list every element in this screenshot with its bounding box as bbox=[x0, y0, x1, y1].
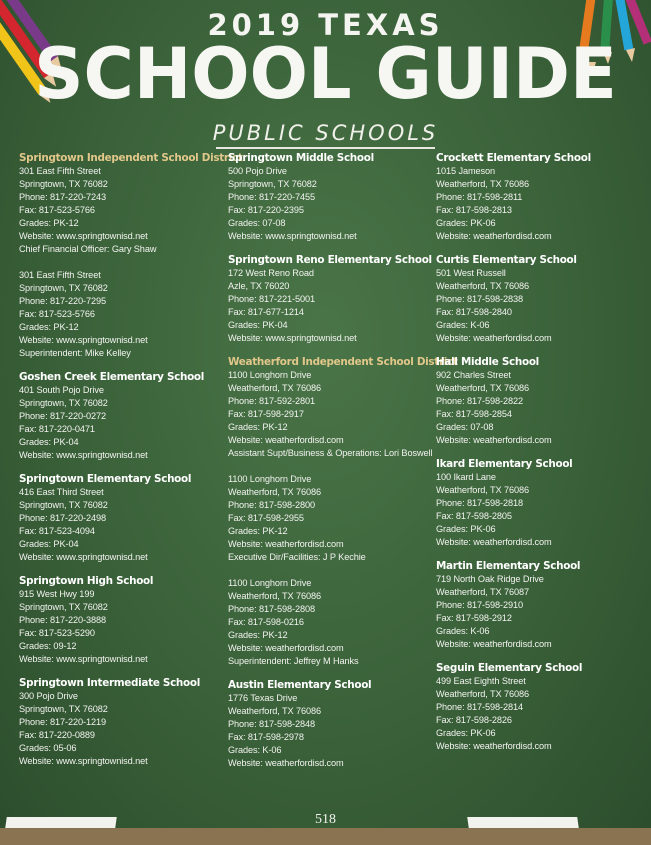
listing-detail-line: Springtown, TX 76082 bbox=[228, 179, 317, 189]
district-listing bbox=[19, 151, 243, 360]
district-name: Springtown Independent School District bbox=[19, 152, 243, 164]
listing-detail-line: Phone: 817-220-0272 bbox=[19, 411, 106, 421]
listing-detail-line: Website: weatherfordisd.com bbox=[228, 758, 344, 768]
listing-detail-line: 401 South Pojo Drive bbox=[19, 385, 104, 395]
page-header bbox=[0, 0, 651, 150]
listing-detail-line: Fax: 817-523-5766 bbox=[19, 309, 95, 319]
school-listing bbox=[19, 574, 224, 666]
listing-detail-line: Springtown, TX 76082 bbox=[19, 179, 108, 189]
listing-detail-line: Grades: PK-12 bbox=[19, 218, 79, 228]
listing-detail-line: Weatherford, TX 76086 bbox=[228, 487, 322, 497]
school-name: Martin Elementary School bbox=[436, 560, 581, 572]
listing-detail-line: Weatherford, TX 76086 bbox=[436, 485, 530, 495]
section-subtitle: PUBLIC SCHOOLS bbox=[212, 121, 439, 145]
listing-detail-line: Website: www.springtownisd.net bbox=[228, 333, 357, 343]
listing-detail-line: Fax: 817-220-0471 bbox=[19, 424, 95, 434]
school-name: Austin Elementary School bbox=[228, 679, 372, 691]
school-name: Goshen Creek Elementary School bbox=[19, 371, 205, 383]
listing-detail-line: Phone: 817-598-2800 bbox=[228, 500, 315, 510]
listing-detail-line: Grades: PK-06 bbox=[436, 218, 496, 228]
listing-detail-line: Executive Dir/Facilities: J P Kechie bbox=[228, 552, 366, 562]
listing-detail-line: Fax: 817-220-2395 bbox=[228, 205, 304, 215]
school-name: Seguin Elementary School bbox=[436, 662, 583, 674]
listing-detail-line: Grades: PK-06 bbox=[436, 728, 496, 738]
school-listing bbox=[436, 559, 641, 651]
listing-detail-line: 501 West Russell bbox=[436, 268, 506, 278]
listing-detail-line: 301 East Fifth Street bbox=[19, 270, 101, 280]
listing-detail-line: Fax: 817-598-2805 bbox=[436, 511, 512, 521]
listing-detail-line: 1776 Texas Drive bbox=[228, 693, 298, 703]
listing-detail-line: Grades: K-06 bbox=[436, 626, 490, 636]
listing-detail-line: Grades: 07-08 bbox=[436, 422, 494, 432]
listing-detail-line: Website: www.springtownisd.net bbox=[19, 450, 148, 460]
listing-detail-line: 500 Pojo Drive bbox=[228, 166, 287, 176]
listing-detail-line: Website: weatherfordisd.com bbox=[436, 435, 552, 445]
listing-detail-line: Fax: 817-598-2955 bbox=[228, 513, 304, 523]
listing-detail-line: Weatherford, TX 76086 bbox=[228, 706, 322, 716]
listing-detail-line: Phone: 817-221-5001 bbox=[228, 294, 315, 304]
school-name: Crockett Elementary School bbox=[436, 152, 591, 164]
listing-detail-line: 416 East Third Street bbox=[19, 487, 104, 497]
listing-detail-line: Phone: 817-220-7243 bbox=[19, 192, 106, 202]
listing-detail-line: 100 Ikard Lane bbox=[436, 472, 496, 482]
main-title: SCHOOL GUIDE bbox=[34, 33, 617, 115]
listing-detail-line: 915 West Hwy 199 bbox=[19, 589, 95, 599]
listing-detail-line: 172 West Reno Road bbox=[228, 268, 314, 278]
listing-detail-line: Fax: 817-598-2854 bbox=[436, 409, 512, 419]
listing-detail-line: Phone: 817-598-2811 bbox=[436, 192, 523, 202]
listing-detail-line: Grades: PK-06 bbox=[436, 524, 496, 534]
listing-detail-line: Weatherford, TX 76087 bbox=[436, 587, 530, 597]
listing-detail-line: Springtown, TX 76082 bbox=[19, 398, 108, 408]
listing-detail-line: Phone: 817-220-2498 bbox=[19, 513, 106, 523]
listing-detail-line: Fax: 817-598-2840 bbox=[436, 307, 512, 317]
listing-detail-line: 902 Charles Street bbox=[436, 370, 511, 380]
school-name: Springtown Intermediate School bbox=[19, 677, 200, 689]
listing-detail-line: Website: www.springtownisd.net bbox=[19, 231, 148, 241]
listing-detail-line: Grades: PK-04 bbox=[228, 320, 288, 330]
listing-detail-line: 1100 Longhorn Drive bbox=[228, 578, 312, 588]
school-listing bbox=[19, 676, 224, 768]
listing-detail-line: Assistant Supt/Business & Operations: Lori Boswell bbox=[228, 448, 433, 458]
listing-detail-line: Weatherford, TX 76086 bbox=[436, 179, 530, 189]
listing-detail-line: Fax: 817-523-5290 bbox=[19, 628, 95, 638]
district-office-block bbox=[19, 269, 224, 360]
school-listing bbox=[436, 355, 641, 447]
listing-detail-line: 1015 Jameson bbox=[436, 166, 496, 176]
school-listing bbox=[19, 370, 224, 462]
subtitle-underline bbox=[216, 147, 435, 149]
listing-detail-line: Superintendent: Jeffrey M Hanks bbox=[228, 656, 359, 666]
listing-detail-line: Chief Financial Officer: Gary Shaw bbox=[19, 244, 157, 254]
listing-detail-line: Fax: 817-523-5766 bbox=[19, 205, 95, 215]
listing-column-1 bbox=[19, 151, 243, 778]
listing-detail-line: Fax: 817-220-0889 bbox=[19, 730, 95, 740]
listing-detail-line: Fax: 817-598-2912 bbox=[436, 613, 512, 623]
listing-detail-line: Phone: 817-598-2818 bbox=[436, 498, 523, 508]
listing-detail-line: Weatherford, TX 76086 bbox=[228, 383, 322, 393]
listing-detail-line: Phone: 817-598-2814 bbox=[436, 702, 523, 712]
listing-detail-line: 719 North Oak Ridge Drive bbox=[436, 574, 544, 584]
district-office-block bbox=[228, 577, 433, 668]
school-listing bbox=[228, 151, 433, 243]
listing-detail-line: Phone: 817-220-1219 bbox=[19, 717, 106, 727]
school-listing bbox=[436, 253, 641, 345]
listing-detail-line: Website: www.springtownisd.net bbox=[228, 231, 357, 241]
listing-detail-line: Website: weatherfordisd.com bbox=[436, 639, 552, 649]
listing-detail-line: Website: www.springtownisd.net bbox=[19, 756, 148, 766]
school-name: Hall Middle School bbox=[436, 356, 539, 368]
listing-detail-line: Fax: 817-598-2917 bbox=[228, 409, 304, 419]
listing-detail-line: Website: www.springtownisd.net bbox=[19, 335, 148, 345]
listing-detail-line: 300 Pojo Drive bbox=[19, 691, 78, 701]
page-number: 518 bbox=[315, 812, 336, 827]
listing-detail-line: 499 East Eighth Street bbox=[436, 676, 526, 686]
school-listing bbox=[436, 661, 641, 753]
school-name: Springtown High School bbox=[19, 575, 154, 587]
school-name: Springtown Elementary School bbox=[19, 473, 192, 485]
listing-detail-line: Grades: 07-08 bbox=[228, 218, 286, 228]
listing-detail-line: Fax: 817-598-2978 bbox=[228, 732, 304, 742]
listing-detail-line: Fax: 817-677-1214 bbox=[228, 307, 304, 317]
school-listing bbox=[436, 151, 641, 243]
district-office-block bbox=[228, 473, 433, 564]
listing-detail-line: Springtown, TX 76082 bbox=[19, 500, 108, 510]
listing-detail-line: Weatherford, TX 76086 bbox=[228, 591, 322, 601]
listing-detail-line: Grades: PK-12 bbox=[19, 322, 79, 332]
listing-detail-line: Grades: 05-06 bbox=[19, 743, 77, 753]
listing-detail-line: Website: weatherfordisd.com bbox=[436, 537, 552, 547]
listing-detail-line: Fax: 817-598-2826 bbox=[436, 715, 512, 725]
listing-detail-line: Website: weatherfordisd.com bbox=[436, 231, 552, 241]
listing-detail-line: Grades: PK-12 bbox=[228, 526, 288, 536]
school-name: Springtown Reno Elementary School bbox=[228, 254, 432, 266]
school-listing bbox=[19, 472, 224, 564]
listing-detail-line: Website: www.springtownisd.net bbox=[19, 552, 148, 562]
listing-detail-line: Grades: PK-04 bbox=[19, 437, 79, 447]
district-name: Weatherford Independent School District bbox=[228, 356, 458, 368]
listing-detail-line: Phone: 817-598-2838 bbox=[436, 294, 523, 304]
listing-detail-line: Springtown, TX 76082 bbox=[19, 602, 108, 612]
listing-detail-line: Fax: 817-598-0216 bbox=[228, 617, 304, 627]
listing-detail-line: Superintendent: Mike Kelley bbox=[19, 348, 131, 358]
listing-column-3 bbox=[436, 151, 641, 763]
listing-detail-line: Phone: 817-598-2808 bbox=[228, 604, 315, 614]
listing-detail-line: Grades: PK-12 bbox=[228, 630, 288, 640]
listing-detail-line: Fax: 817-598-2813 bbox=[436, 205, 512, 215]
listing-detail-line: Website: weatherfordisd.com bbox=[436, 333, 552, 343]
district-listing bbox=[228, 355, 458, 668]
school-listing bbox=[228, 253, 433, 345]
listing-detail-line: 1100 Longhorn Drive bbox=[228, 370, 312, 380]
listing-detail-line: Phone: 817-598-2822 bbox=[436, 396, 523, 406]
listing-detail-line: Grades: K-06 bbox=[436, 320, 490, 330]
listing-detail-line: Website: www.springtownisd.net bbox=[19, 654, 148, 664]
listing-detail-line: Fax: 817-523-4094 bbox=[19, 526, 95, 536]
listing-detail-line: Website: weatherfordisd.com bbox=[228, 643, 344, 653]
listing-detail-line: Grades: PK-12 bbox=[228, 422, 288, 432]
listing-detail-line: Azle, TX 76020 bbox=[228, 281, 290, 291]
listing-detail-line: Website: weatherfordisd.com bbox=[228, 435, 344, 445]
school-listing bbox=[436, 457, 641, 549]
listing-detail-line: Phone: 817-220-7295 bbox=[19, 296, 106, 306]
listing-detail-line: Website: weatherfordisd.com bbox=[228, 539, 344, 549]
listing-detail-line: Weatherford, TX 76086 bbox=[436, 281, 530, 291]
listing-detail-line: 301 East Fifth Street bbox=[19, 166, 101, 176]
listing-detail-line: 1100 Longhorn Drive bbox=[228, 474, 312, 484]
listing-detail-line: Weatherford, TX 76086 bbox=[436, 689, 530, 699]
listing-detail-line: Phone: 817-598-2910 bbox=[436, 600, 523, 610]
listing-detail-line: Springtown, TX 76082 bbox=[19, 283, 108, 293]
listing-detail-line: Phone: 817-220-7455 bbox=[228, 192, 315, 202]
school-listing bbox=[228, 678, 433, 770]
listing-detail-line: Weatherford, TX 76086 bbox=[436, 383, 530, 393]
listing-detail-line: Phone: 817-220-3888 bbox=[19, 615, 106, 625]
listing-column-2 bbox=[228, 151, 458, 780]
listing-detail-line: Phone: 817-598-2848 bbox=[228, 719, 315, 729]
school-name: Ikard Elementary School bbox=[436, 458, 573, 470]
listing-detail-line: Phone: 817-592-2801 bbox=[228, 396, 315, 406]
listing-detail-line: Grades: K-06 bbox=[228, 745, 282, 755]
listing-detail-line: Springtown, TX 76082 bbox=[19, 704, 108, 714]
school-name: Curtis Elementary School bbox=[436, 254, 577, 266]
chalkboard-ledge bbox=[0, 828, 651, 845]
listing-detail-line: Grades: PK-04 bbox=[19, 539, 79, 549]
year-title: 2019 TEXAS bbox=[207, 8, 444, 42]
listing-detail-line: Grades: 09-12 bbox=[19, 641, 77, 651]
school-name: Springtown Middle School bbox=[228, 152, 374, 164]
listing-detail-line: Website: weatherfordisd.com bbox=[436, 741, 552, 751]
